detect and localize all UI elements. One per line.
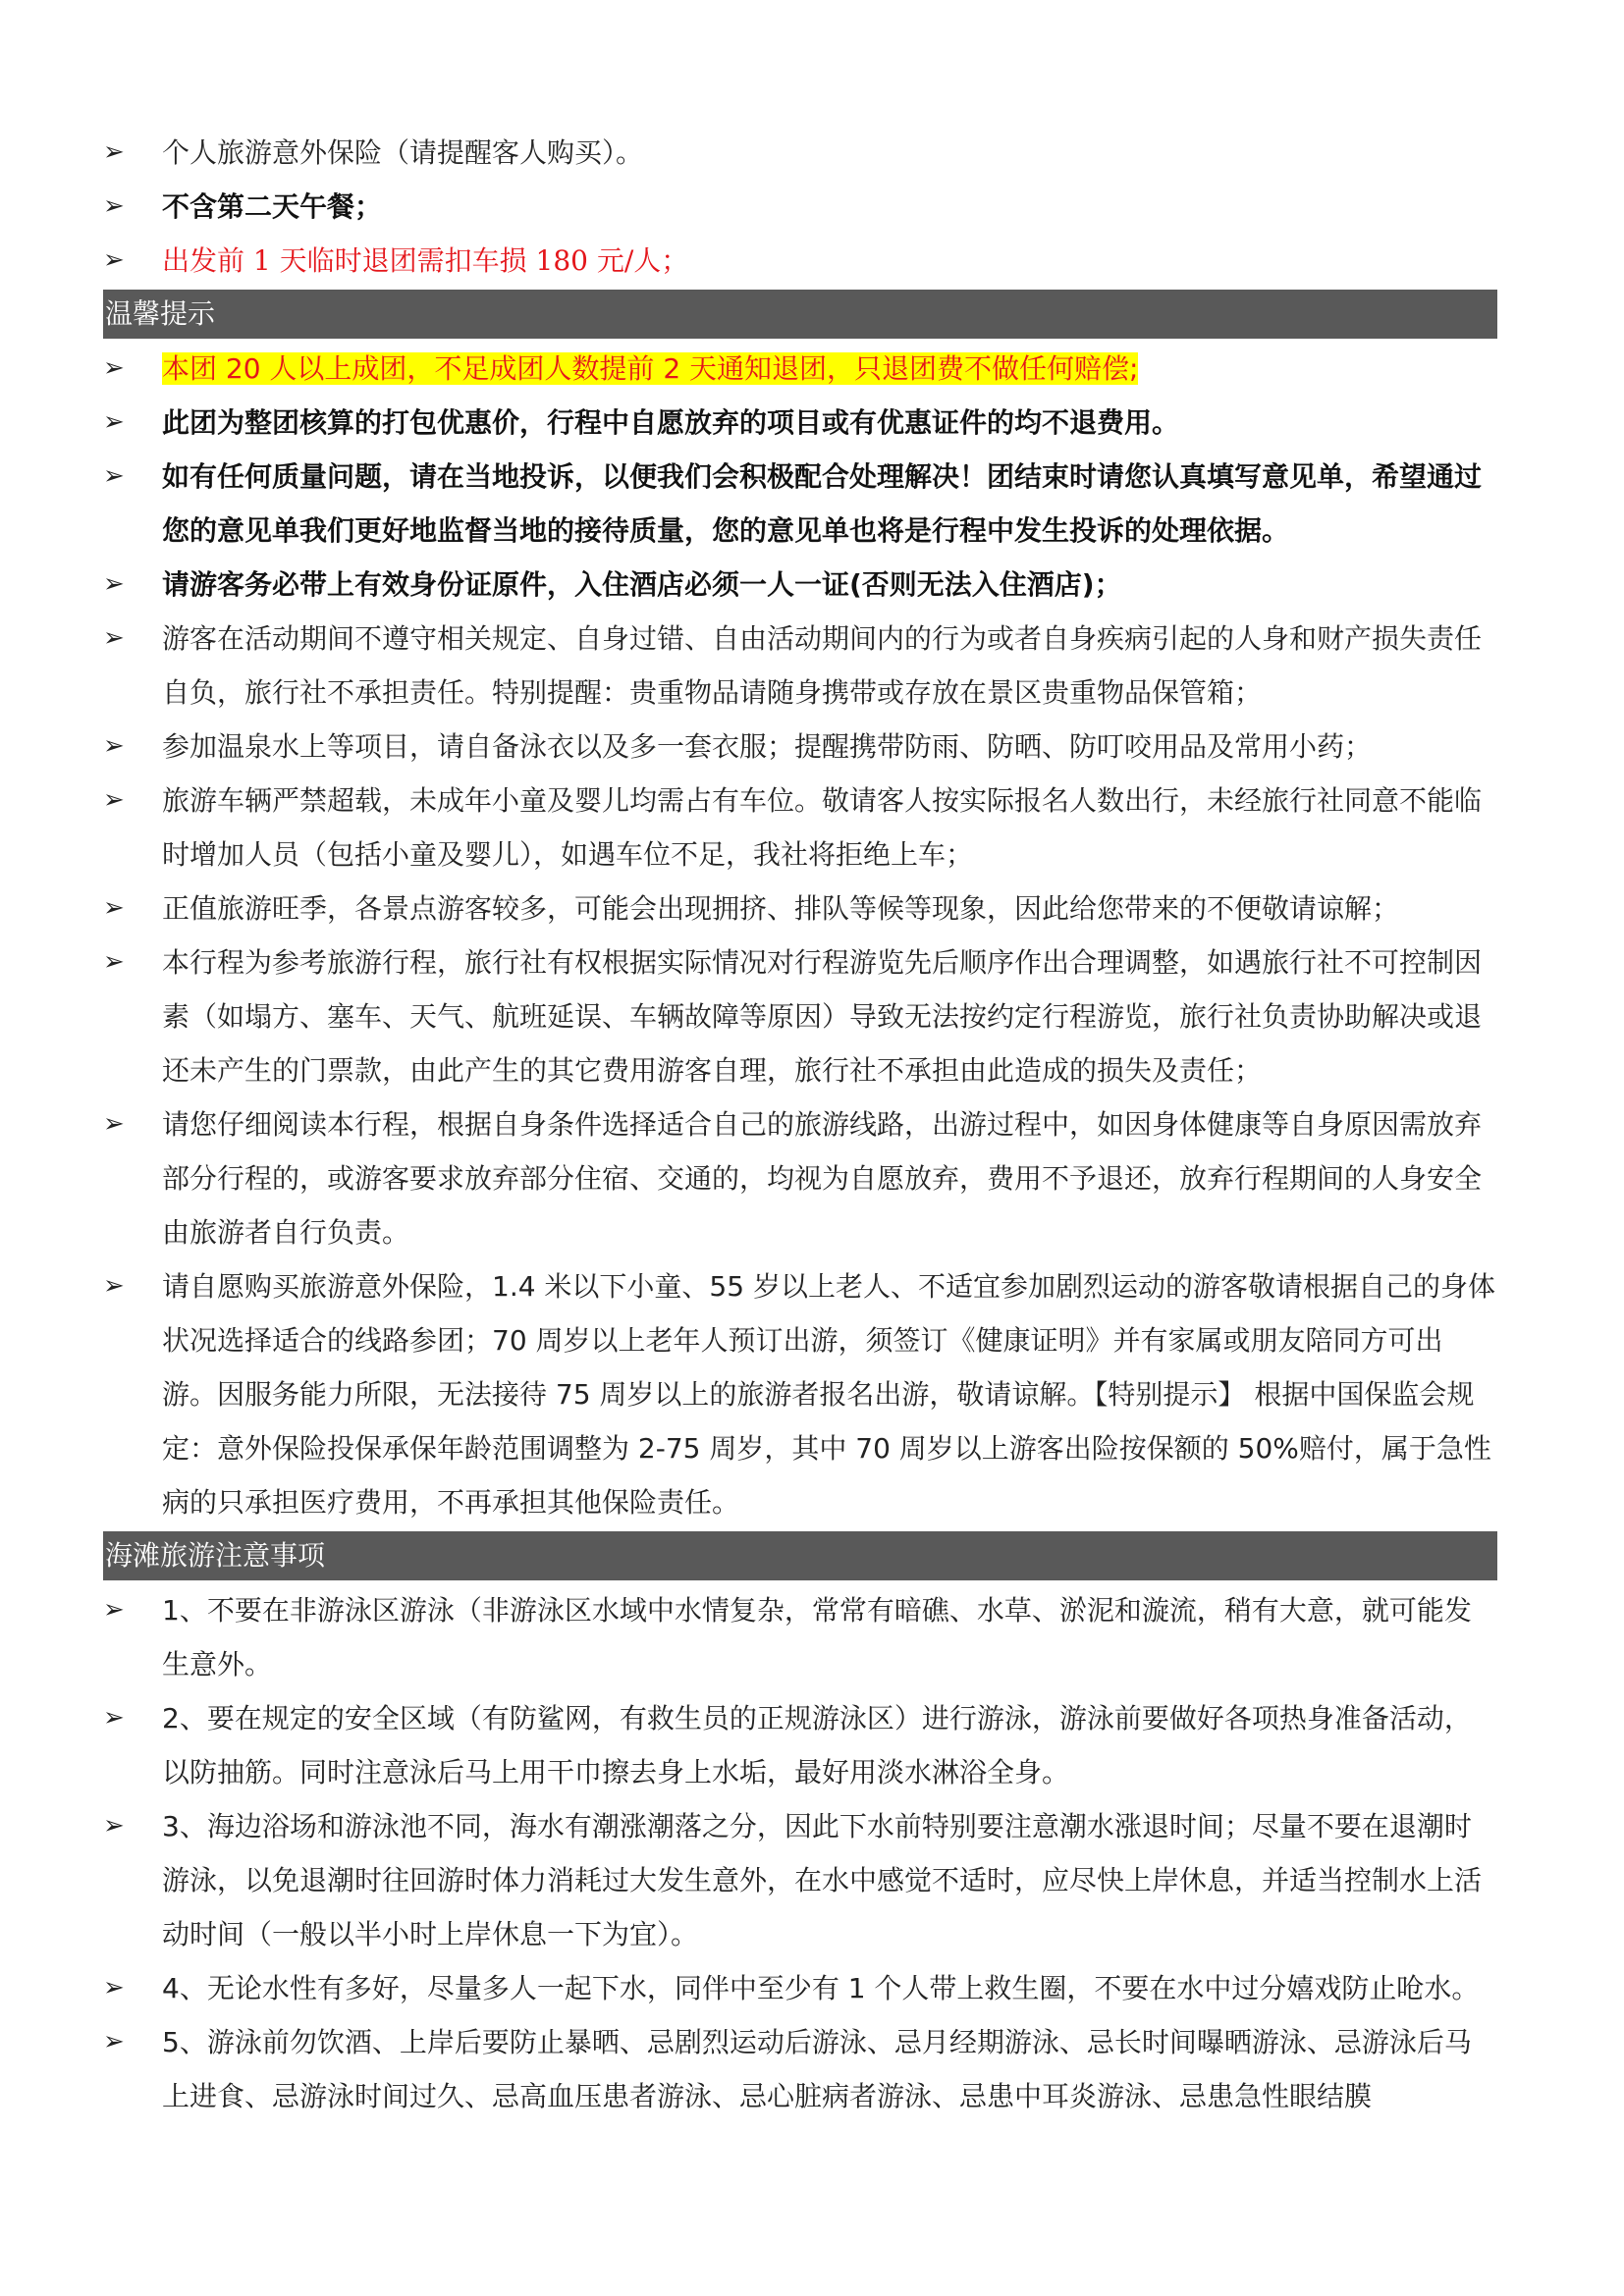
bullet-text: 游客在活动期间不遵守相关规定、自身过错、自由活动期间内的行为或者自身疾病引起的人身和财产损失责任自负，旅行社不承担责任。特别提醒：贵重物品请随身携带或存放在景区贵重物品保管箱；: [162, 622, 1483, 709]
bullet-text: 正值旅游旺季，各景点游客较多，可能会出现拥挤、排队等候等现象，因此给您带来的不便敬请谅解；: [162, 892, 1400, 925]
bullet-text: 个人旅游意外保险（请提醒客人购买）。: [162, 136, 644, 169]
arrow-bullet-icon: ➢: [103, 407, 125, 437]
bullet-text: 请您仔细阅读本行程，根据自身条件选择适合自己的旅游线路，出游过程中，如因身体健康等自身原因需放弃部分行程的，或游客要求放弃部分住宿、交通的，均视为自愿放弃，费用不予退还，放弃行程期间的人身安全由旅游者自行负责。: [162, 1108, 1483, 1249]
arrow-bullet-icon: ➢: [103, 1973, 125, 2002]
arrow-bullet-icon: ➢: [103, 1811, 125, 1841]
arrow-bullet-icon: ➢: [103, 461, 125, 491]
bullet-item: [103, 1691, 1497, 1799]
arrow-bullet-icon: ➢: [103, 353, 125, 383]
bullet-item: [103, 881, 1497, 935]
arrow-bullet-icon: ➢: [103, 1703, 125, 1733]
bullet-item: [103, 935, 1497, 1097]
arrow-bullet-icon: ➢: [103, 893, 125, 923]
arrow-bullet-icon: ➢: [103, 245, 125, 275]
arrow-bullet-icon: ➢: [103, 137, 125, 167]
bullet-text: 请自愿购买旅游意外保险，1.4 米以下小童、55 岁以上老人、不适宜参加剧烈运动的游客敬请根据自己的身体状况选择适合的线路参团；70 周岁以上老年人预订出游，须签订《健康证明》并有家属或朋友陪同方可出游。因服务能力所限，无法接待 75 周岁以上的旅游者报名出游，敬请谅解。【特别提示】 根据中国保监会规定：意外保险投保承保年龄范围调整为 2-75 周岁，其中 70 周岁以上游客出险按保额的 50%赔付，属于急性病的只承担医疗费用，不再承担其他保险责任。: [162, 1270, 1495, 1519]
bullet-item: [103, 234, 1497, 288]
bullet-item: [103, 558, 1497, 612]
arrow-bullet-icon: ➢: [103, 191, 125, 221]
bullet-text: 请游客务必带上有效身份证原件，入住酒店必须一人一证(否则无法入住酒店)；: [162, 568, 1122, 601]
bullet-item: [103, 450, 1497, 558]
bullet-item: [103, 1097, 1497, 1259]
arrow-bullet-icon: ➢: [103, 1109, 125, 1139]
bullet-item: [103, 396, 1497, 450]
bullet-text: 出发前 1 天临时退团需扣车损 180 元/人；: [162, 244, 689, 277]
arrow-bullet-icon: ➢: [103, 731, 125, 761]
bullet-text: 本团 20 人以上成团，不足成团人数提前 2 天通知退团，只退团费不做任何赔偿;: [162, 352, 1139, 385]
arrow-bullet-icon: ➢: [103, 947, 125, 977]
arrow-bullet-icon: ➢: [103, 569, 125, 599]
bullet-text: 2、要在规定的安全区域（有防鲨网，有救生员的正规游泳区）进行游泳，游泳前要做好各项热身准备活动，以防抽筋。同时注意泳后马上用干巾擦去身上水垢，最好用淡水淋浴全身。: [162, 1702, 1472, 1789]
arrow-bullet-icon: ➢: [103, 2027, 125, 2056]
bullet-item: [103, 1583, 1497, 1691]
bullet-item: [103, 720, 1497, 774]
section-header: 温馨提示: [103, 290, 1497, 339]
bullet-item: [103, 774, 1497, 881]
bullet-item: [103, 126, 1497, 180]
bullet-item: [103, 180, 1497, 234]
bullet-text: 4、无论水性有多好，尽量多人一起下水，同伴中至少有 1 个人带上救生圈，不要在水中过分嬉戏防止呛水。: [162, 1972, 1480, 2004]
bullet-item: [103, 342, 1497, 396]
bullet-text: 不含第二天午餐；: [162, 190, 383, 223]
bullet-text: 此团为整团核算的打包优惠价，行程中自愿放弃的项目或有优惠证件的均不退费用。: [162, 406, 1180, 439]
bullet-item: [103, 2015, 1497, 2123]
bullet-text: 参加温泉水上等项目，请自备泳衣以及多一套衣服；提醒携带防雨、防晒、防叮咬用品及常用小药；: [162, 730, 1373, 763]
bullet-item: [103, 1259, 1497, 1529]
bullet-text: 如有任何质量问题，请在当地投诉，以便我们会积极配合处理解决！团结束时请您认真填写意见单，希望通过您的意见单我们更好地监督当地的接待质量，您的意见单也将是行程中发生投诉的处理依据。: [162, 460, 1483, 547]
bullet-item: [103, 612, 1497, 720]
document-content: [103, 126, 1497, 2123]
bullet-item: [103, 1961, 1497, 2015]
section-header: 海滩旅游注意事项: [103, 1531, 1497, 1580]
arrow-bullet-icon: ➢: [103, 785, 125, 815]
arrow-bullet-icon: ➢: [103, 1595, 125, 1625]
bullet-text: 5、游泳前勿饮酒、上岸后要防止暴晒、忌剧烈运动后游泳、忌月经期游泳、忌长时间曝晒游泳、忌游泳后马上进食、忌游泳时间过久、忌高血压患者游泳、忌心脏病者游泳、忌患中耳炎游泳、忌患急性眼结膜: [162, 2026, 1472, 2112]
arrow-bullet-icon: ➢: [103, 623, 125, 653]
bullet-text: 本行程为参考旅游行程，旅行社有权根据实际情况对行程游览先后顺序作出合理调整，如遇旅行社不可控制因素（如塌方、塞车、天气、航班延误、车辆故障等原因）导致无法按约定行程游览，旅行社负责协助解决或退还未产生的门票款，由此产生的其它费用游客自理，旅行社不承担由此造成的损失及责任；: [162, 946, 1483, 1087]
bullet-text: 3、海边浴场和游泳池不同，海水有潮涨潮落之分，因此下水前特别要注意潮水涨退时间；尽量不要在退潮时游泳，以免退潮时往回游时体力消耗过大发生意外，在水中感觉不适时，应尽快上岸休息，并适当控制水上活动时间（一般以半小时上岸休息一下为宜）。: [162, 1810, 1483, 1950]
bullet-text: 1、不要在非游泳区游泳（非游泳区水域中水情复杂，常常有暗礁、水草、淤泥和漩流，稍有大意，就可能发生意外。: [162, 1594, 1472, 1681]
bullet-item: [103, 1799, 1497, 1961]
arrow-bullet-icon: ➢: [103, 1271, 125, 1301]
bullet-text: 旅游车辆严禁超载，未成年小童及婴儿均需占有车位。敬请客人按实际报名人数出行，未经旅行社同意不能临时增加人员（包括小童及婴儿），如遇车位不足，我社将拒绝上车；: [162, 784, 1483, 871]
